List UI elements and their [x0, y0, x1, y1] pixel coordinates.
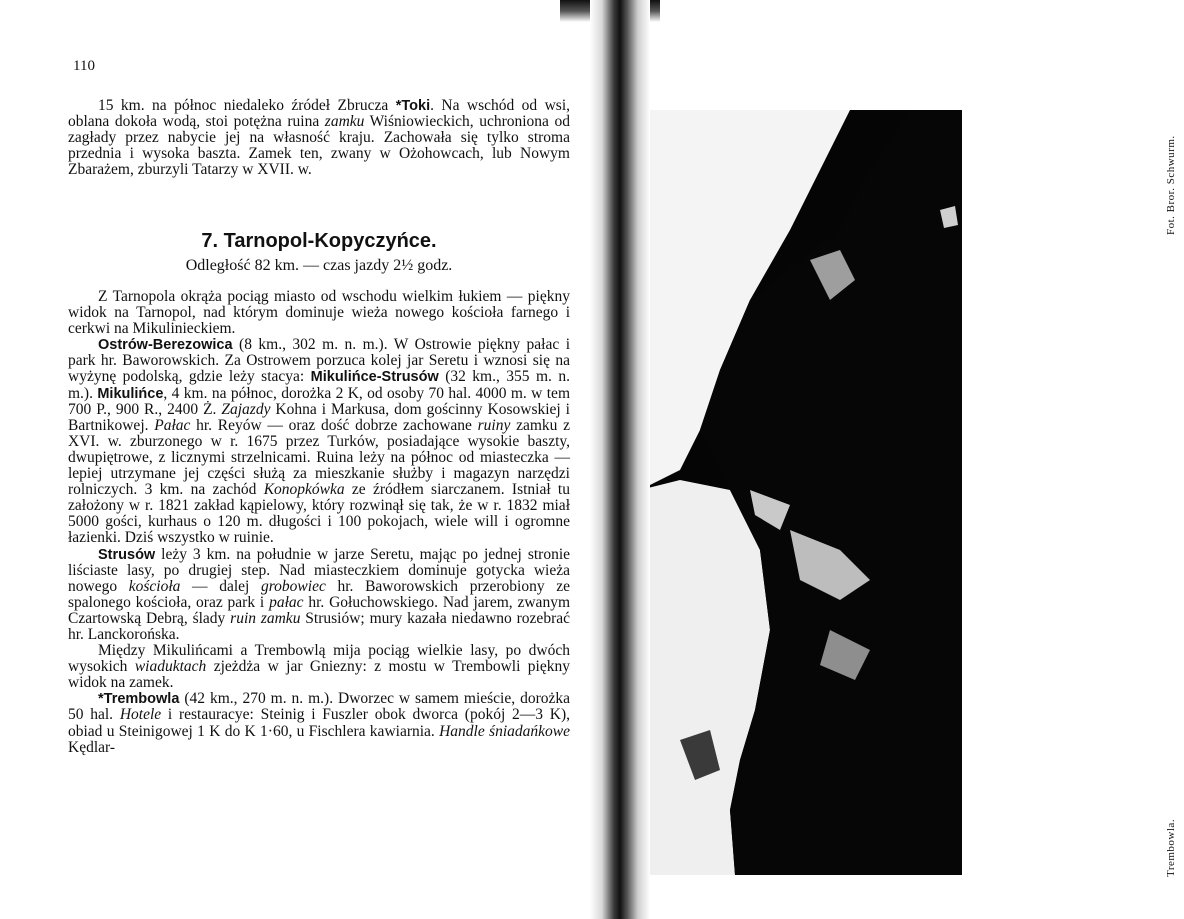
- text-run: 15 km. na północ niedaleko źródeł Zbrucza: [98, 97, 396, 114]
- italic-term: ruin zamku: [230, 609, 301, 627]
- text-run: Z Tarnopola okrąża pociąg miasto od wschodu wielkim łukiem — piękny widok na Tarnopol, nad którym dominuje wieża nowego kościoła farnego i cerkwi na Mikulinieckiem.: [68, 288, 570, 338]
- bold-term: Ostrów-Berezowica: [98, 337, 233, 354]
- paragraph-trembowla: [68, 691, 570, 755]
- text-run: (32 km., 355 m. n. m.).: [68, 368, 570, 402]
- bold-term: *Toki: [395, 98, 431, 114]
- page-number: 110: [73, 58, 95, 74]
- italic-term: kościoła: [128, 577, 181, 595]
- chapter-subtitle: Odległość 82 km. — czas jazdy 2½ godz.: [185, 257, 453, 274]
- trembowla-photo: [640, 110, 962, 875]
- chapter-body: [68, 289, 570, 756]
- photo-credit: Fot. Bror. Schwurm.: [1165, 135, 1177, 235]
- bold-term: Mikulińce-Strusów: [310, 369, 439, 386]
- photo-scene: [640, 110, 962, 875]
- paragraph-toki: [68, 98, 570, 178]
- text-run: (42 km., 270 m. n. m.). Dworzec w samem mieście, dorożka 50 hal.: [68, 690, 570, 724]
- text-run: zjeżdża w jar Gniezny: z mostu w Trembowli piękny widok na zamek.: [68, 658, 570, 692]
- italic-term: wiaduktach: [134, 658, 207, 676]
- italic-term: pałac: [269, 593, 304, 611]
- bold-term: *Trembowla: [98, 691, 180, 708]
- italic-term: zamku: [324, 113, 365, 131]
- text-run: hr. Gołuchowskiego. Nad jarem, zwanym Czartowską Debrą, ślady: [68, 593, 570, 627]
- text-run: . Na wschód od wsi, oblana dokoła wodą, stoi potężna ruina: [68, 97, 570, 131]
- book-spine: [590, 0, 650, 919]
- text-run: , 4 km. na północ, dorożka 2 K, od osoby 70 hal. 4000 m. w tem 700 P., 900 R., 2400 Ż.: [68, 384, 570, 418]
- italic-term: Hotele: [119, 706, 162, 724]
- text-run: hr. Baworowskich przerobiony ze spalonego kościoła, oraz park i: [68, 577, 571, 611]
- text-run: Strusiów; mury kazała niedawno rozebrać hr. Lanckorońska.: [68, 609, 570, 643]
- bold-term: Mikulińce: [97, 385, 164, 402]
- text-run: — dalej: [180, 577, 261, 595]
- italic-term: Zajazdy: [221, 400, 271, 418]
- italic-term: Handle śniadańkowe: [439, 722, 570, 740]
- paragraph-strusow: [68, 547, 570, 644]
- text-run: Kędlar-: [68, 738, 116, 756]
- paragraph-intro: [68, 289, 570, 337]
- text-run: hr. Reyów — oraz dość dobrze zachowane: [190, 416, 478, 434]
- text-run: Między Mikulińcami a Trembowlą mija pociąg wielkie lasy, po dwóch wysokich: [68, 642, 570, 676]
- text-run: Wiśniowieckich, uchroniona od zagłady przez nabycie jej na własność kraju. Zachowała się tylko stroma przednia i wysoka baszta. Zamek ten, zwany w Ożohowcach, lub Nowym Zbarażem, zburzyli Tatarzy w XVII. w.: [68, 113, 571, 179]
- bold-term: Strusów: [98, 546, 156, 563]
- paragraph-text: [68, 98, 570, 178]
- italic-term: Konopkówka: [263, 481, 345, 499]
- chapter-title: 7. Tarnopol-Kopyczyńce.: [201, 230, 437, 252]
- italic-term: ruiny: [477, 416, 511, 434]
- italic-term: grobowiec: [260, 577, 326, 595]
- text-run: (8 km., 302 m. n. m.). W Ostrowie piękny pałac i park hr. Baworowskich. Za Ostrowem porzuca kolej jar Seretu i wznosi się na wyżynę podolską, gdzie leży stacya:: [68, 336, 570, 386]
- paragraph-ostrow: [68, 337, 570, 546]
- italic-term: Pałac: [154, 416, 191, 434]
- text-run: Kohna i Markusa, dom gościnny Kosowskiej i Bartnikowej.: [68, 400, 570, 434]
- paragraph-lasy: [68, 643, 570, 691]
- text-run: i restauracye: Steinig i Fuszler obok dworca (pokój 2—3 K), obiad u Steinigowej 1 K do K 1·60, u Fischlera kawiarnia.: [68, 706, 571, 740]
- photo-caption: Trembowla.: [1165, 818, 1177, 877]
- text-run: ze źródłem siarczanem. Istniał tu założony w r. 1821 zakład kąpielowy, który rozwinął się tak, że w r. 1832 miał 5000 gości, kurhaus o 120 m. długości i 100 pokojach, wiele will i ogromne łazienki. Dziś wszystko w ruinie.: [68, 481, 570, 547]
- text-run: zamku z XVI. w. zburzonego w r. 1675 przez Turków, posiadające wysokie baszty, dwupiętrowe, z licznymi strzelnicami. Ruina leży na północ od miasteczka — lepiej utrzymane jej części służą za mieszkanie służby i magazyn narzędzi rolniczych. 3 km. na zachód: [68, 416, 570, 499]
- text-run: leży 3 km. na południe w jarze Seretu, mając po jednej stronie liściaste lasy, po drugiej step. Nad miasteczkiem dominuje gotycka wieża nowego: [68, 545, 570, 595]
